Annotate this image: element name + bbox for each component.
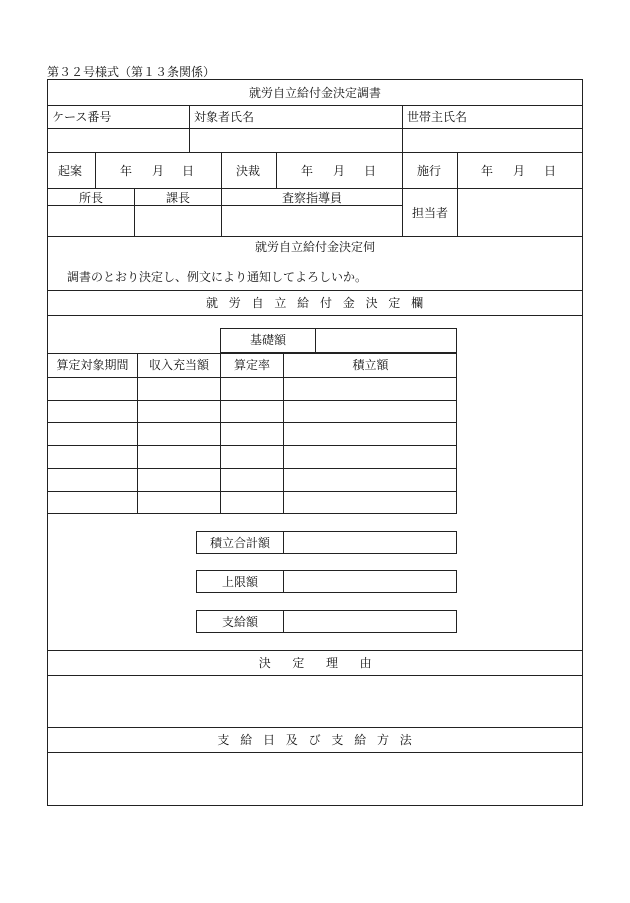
calc-row[interactable] bbox=[48, 446, 456, 468]
staff-label: 担当者 bbox=[411, 206, 448, 220]
inquiry-text: 調書のとおり決定し、例文により通知してよろしいか。 bbox=[67, 270, 368, 284]
calc-row[interactable] bbox=[48, 492, 456, 513]
household-head-label: 世帯主氏名 bbox=[407, 110, 468, 124]
kian-day: 日 bbox=[182, 164, 195, 178]
section-chief-stamp-field[interactable] bbox=[135, 206, 221, 236]
kessai-day: 日 bbox=[364, 164, 377, 178]
limit-label: 上限額 bbox=[221, 575, 258, 589]
payment-field[interactable] bbox=[284, 611, 456, 632]
kian-year: 年 bbox=[120, 164, 133, 178]
payment-method-title: 支給日及び支給方法 bbox=[217, 733, 423, 747]
director-stamp-field[interactable] bbox=[48, 206, 134, 236]
reason-title: 決定理由 bbox=[258, 656, 394, 670]
total-label: 積立合計額 bbox=[209, 536, 270, 550]
kessai-month: 月 bbox=[333, 164, 346, 178]
case-number-field[interactable] bbox=[48, 129, 189, 152]
household-head-field[interactable] bbox=[403, 129, 582, 152]
shiko-month: 月 bbox=[513, 164, 526, 178]
reason-field[interactable] bbox=[48, 676, 582, 727]
shiko-year: 年 bbox=[481, 164, 494, 178]
payment-method-field[interactable] bbox=[48, 753, 582, 805]
calc-row[interactable] bbox=[48, 469, 456, 491]
form-id: 第３２号様式（第１３条関係） bbox=[47, 65, 216, 79]
subject-name-label: 対象者氏名 bbox=[194, 110, 255, 124]
col-income-header: 収入充当額 bbox=[148, 358, 209, 372]
payment-label: 支給額 bbox=[221, 615, 258, 629]
form-title: 就労自立給付金決定調書 bbox=[248, 86, 381, 100]
col-period-header: 算定対象期間 bbox=[56, 358, 129, 372]
shiko-label: 施行 bbox=[417, 164, 442, 178]
case-number-label: ケース番号 bbox=[52, 110, 112, 124]
col-rate-header: 算定率 bbox=[233, 358, 270, 372]
kessai-label: 決裁 bbox=[236, 164, 261, 178]
kessai-year: 年 bbox=[301, 164, 314, 178]
base-amount-field[interactable] bbox=[316, 329, 456, 352]
limit-field[interactable] bbox=[284, 571, 456, 592]
calc-row[interactable] bbox=[48, 401, 456, 422]
inquiry-title: 就労自立給付金決定伺 bbox=[254, 240, 375, 254]
subject-name-field[interactable] bbox=[190, 129, 402, 152]
kian-month: 月 bbox=[152, 164, 165, 178]
supervisor-stamp-field[interactable] bbox=[222, 206, 402, 236]
decision-section-title: 就労自立給付金決定欄 bbox=[205, 296, 434, 310]
staff-stamp-field[interactable] bbox=[458, 189, 582, 236]
base-amount-label: 基礎額 bbox=[249, 333, 286, 347]
supervisor-label: 査察指導員 bbox=[281, 191, 342, 205]
shiko-day: 日 bbox=[544, 164, 557, 178]
total-field[interactable] bbox=[284, 532, 456, 553]
kian-label: 起案 bbox=[58, 164, 83, 178]
col-accumulated-header: 積立額 bbox=[352, 358, 389, 372]
calc-row[interactable] bbox=[48, 423, 456, 445]
section-chief-label: 課長 bbox=[165, 191, 190, 205]
calc-row[interactable] bbox=[48, 378, 456, 400]
director-label: 所長 bbox=[78, 191, 103, 205]
